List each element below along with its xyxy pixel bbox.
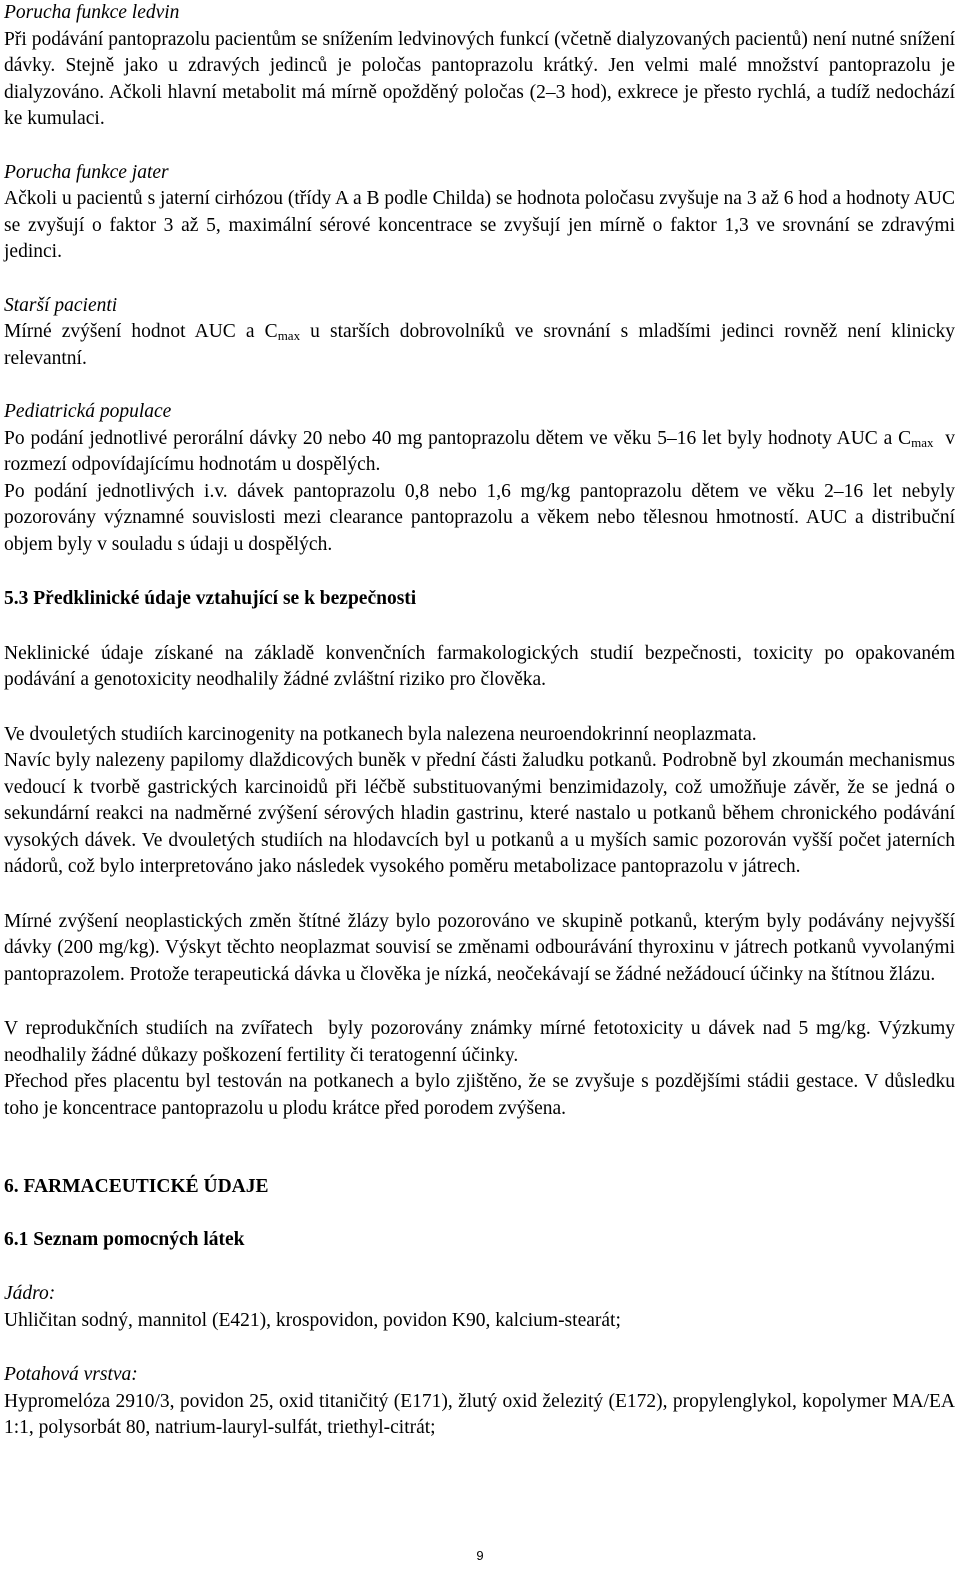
liver-section [4, 160, 955, 266]
elderly-title: Starší pacienti [4, 294, 118, 316]
elderly-text-a: Mírné zvýšení hodnot AUC a C [4, 321, 278, 342]
pharma-subheading: 6.1 Seznam pomocných látek [4, 1228, 245, 1250]
core-text: Uhličitan sodný, mannitol (E421), krospovidon, povidon K90, kalcium-stearát; [4, 1309, 621, 1331]
pediatric-p2: Po podání jednotlivých i.v. dávek pantoprazolu 0,8 nebo 1,6 mg/kg pantoprazolu dětem ve věku 2–16 let nebyly pozorovány významné souvislosti mezi clearance pantoprazolu a věkem nebo tělesnou hmotností. AUC a distribuční objem byly v souladu s údaji u dospělých. [4, 480, 955, 555]
pediatric-title: Pediatrická populace [4, 401, 172, 422]
pediatric-p1-sub: max [911, 434, 934, 450]
preclinical-p2b: Navíc byly nalezeny papilomy dlaždicových buněk v přední části žaludku potkanů. Podrobně byl zkoumán mechanismus vedoucí k tvorbě gastrických karcinoidů při léčbě substituovanými benzimidazoly, což umožňuje závěr, že se jedná o sekundární reakci na nadměrné zvýšení sérových hladin gastrinu, které nastalo u potkanů během chronického podávání vysokých dávek. Ve dvouletých studiích na hlodavcích byl u potkanů a u myších samic pozorován vyšší počet jaterních nádorů, což bylo interpretováno jako následek vysokého poměru metabolizace pantoprazolu v játrech. [4, 750, 955, 877]
preclinical-p3: Mírné zvýšení neoplastických změn štítné žlázy bylo pozorováno ve skupině potkanů, kterým byly podávány nejvyšší dávky (200 mg/kg). Výskyt těchto neoplazmat souvisí se změnami odbourávání thyroxinu v játrech potkanů vyvolanými pantoprazolem. Protože terapeutická dávka u člověka je nízká, neočekávají se žádné nežádoucí účinky na štítnou žlázu. [4, 910, 955, 985]
kidney-text: Při podávání pantoprazolu pacientům se snížením ledvinových funkcí (včetně dialyzovaných pacientů) není nutné snížení dávky. Stejně jako u zdravých jedinců je poločas pantoprazolu krátký. Jen velmi malé množství pantoprazolu je dialyzováno. Ačkoli hlavní metabolit má mírně opožděný poločas (2–3 hod), exkrece je přesto rychlá, a tudíž nedochází ke kumulaci. [4, 28, 955, 129]
preclinical-p4a: V reprodukčních studiích na zvířatech byly pozorovány známky mírné fetotoxicity u dávek nad 5 mg/kg. Výzkumy neodhalily žádné důkazy poškození fertility či teratogenní účinky. [4, 1018, 960, 1066]
pediatric-section [4, 399, 960, 479]
coating-label: Potahová vrstva: [4, 1364, 138, 1385]
core-section [4, 1281, 955, 1334]
liver-title: Porucha funkce jater [4, 161, 169, 183]
preclinical-p2a: Ve dvouletých studiích karcinogenity na potkanech byla nalezena neuroendokrinní neoplazmata. [4, 723, 757, 745]
preclinical-p4b: Přechod přes placentu byl testován na potkanech a bylo zjištěno, že se zvyšuje s pozdějšími stádii gestace. V důsledku toho je koncentrace pantoprazolu u plodu krátce před porodem zvýšena. [4, 1071, 955, 1119]
pediatric-p1-a: Po podání jednotlivé perorální dávky 20 nebo 40 mg pantoprazolu dětem ve věku 5–16 let byly hodnoty AUC a C [4, 427, 912, 449]
elderly-text-b: u starších dobrovolníků ve srovnání s mladšími jedinci rovněž není klinicky relevantní. [4, 321, 955, 369]
liver-text: Ačkoli u pacientů s jaterní cirhózou (třídy A a B podle Childa) se hodnota poločasu zvyšuje na 3 až 6 hod a hodnoty AUC se zvyšují o faktor 3 až 5, maximální sérové koncentrace se zvyšují jen mírně o faktor 1,3 ve srovnání se zdravými jedinci. [4, 188, 955, 262]
elderly-sub: max [277, 328, 301, 343]
elderly-section [4, 293, 955, 373]
preclinical-p1: Neklinické údaje získané na základě konvenčních farmakologických studií bezpečnosti, toxicity po opakovaném podávání a genotoxicity neodhalily žádné zvláštní riziko pro člověka. [4, 642, 955, 690]
coating-text: Hypromelóza 2910/3, povidon 25, oxid titaničitý (E171), žlutý oxid železitý (E172), propylenglykol, kopolymer MA/EA 1:1, polysorbát 80, natrium-lauryl-sulfát, triethyl-citrát; [4, 1390, 955, 1438]
coating-section [4, 1362, 955, 1442]
kidney-title: Porucha funkce ledvin [4, 2, 180, 23]
kidney-section [4, 0, 955, 133]
pharma-heading: 6. FARMACEUTICKÉ ÚDAJE [4, 1176, 269, 1197]
core-label: Jádro: [4, 1283, 56, 1304]
pediatric-p1-b: v rozmezí odpovídajícímu hodnotám u dospělých. [4, 427, 960, 475]
preclinical-heading: 5.3 Předklinické údaje vztahující se k bezpečnosti [4, 588, 417, 609]
document-page [4, 0, 960, 1442]
page-number: 9 [476, 1548, 484, 1563]
